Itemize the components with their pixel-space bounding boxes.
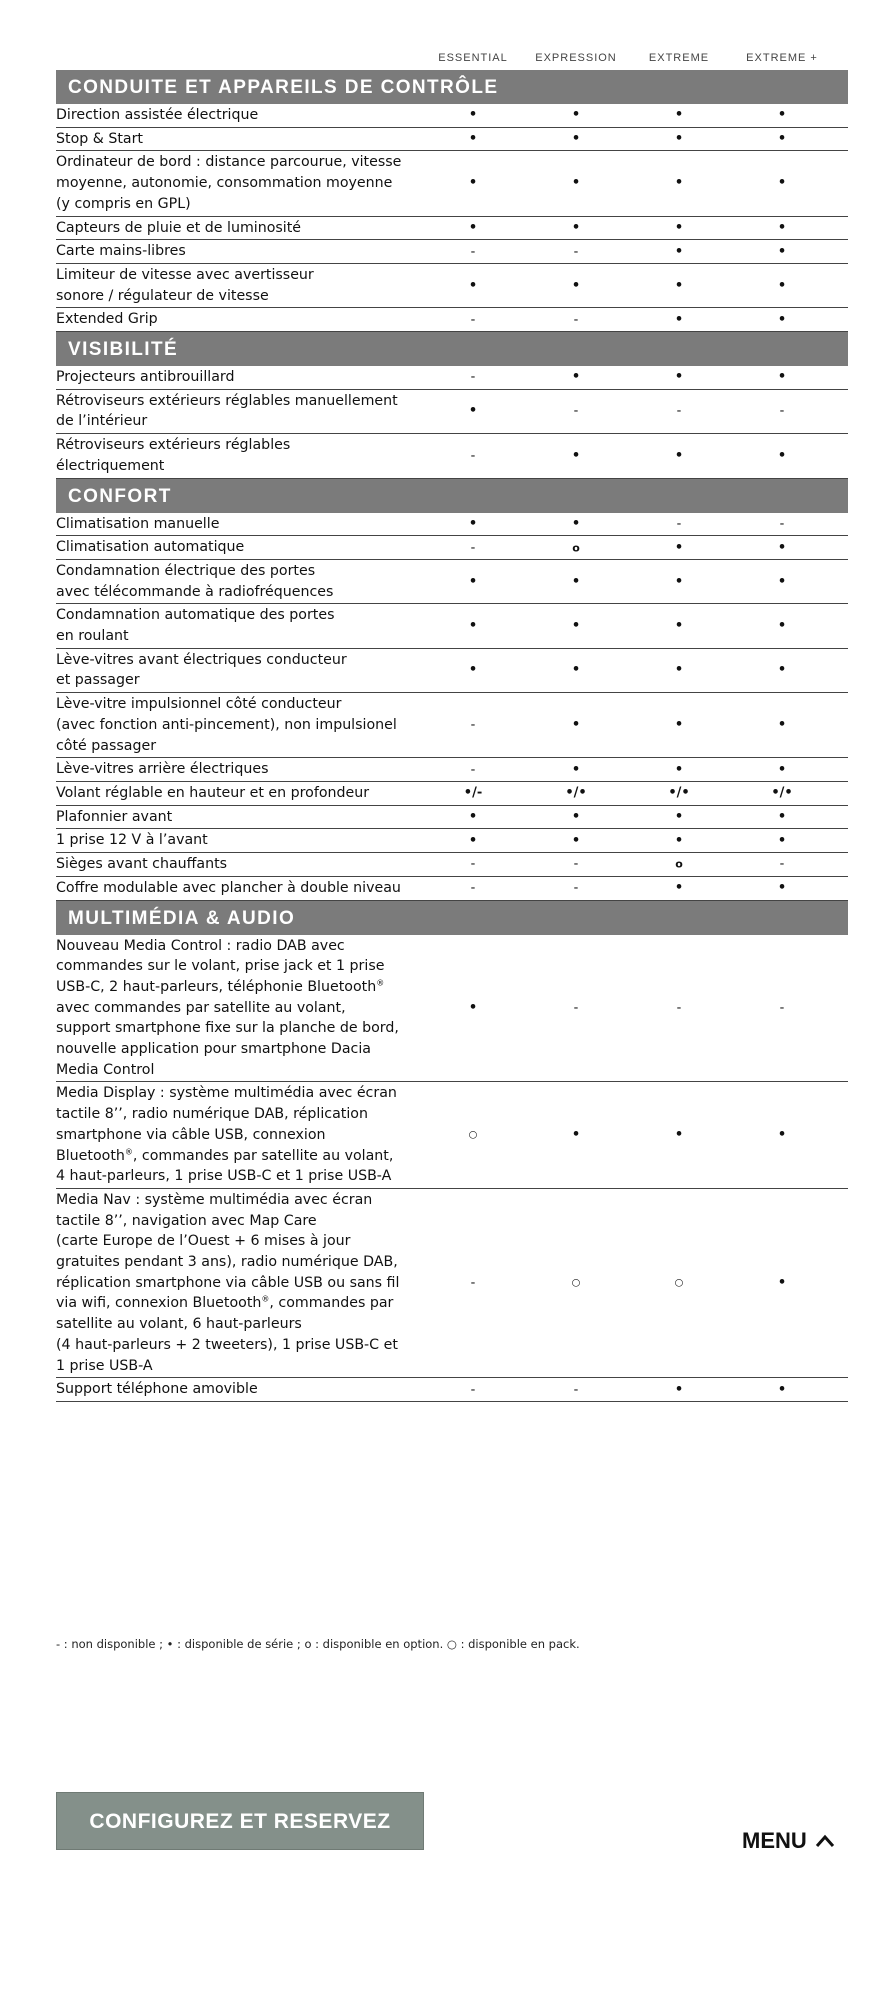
row-value-essential: •: [468, 618, 478, 634]
row-label-line: Extended Grip: [56, 311, 158, 328]
row-value-extreme: •: [674, 880, 684, 896]
row-label-line: (y compris en GPL): [56, 195, 191, 212]
row-label-line: USB-C, 2 haut-parleurs, téléphonie Bluetooth®: [56, 978, 385, 995]
table-row: [56, 264, 848, 308]
row-label-line: 4 haut-parleurs, 1 prise USB-C et 1 prise USB-A: [56, 1168, 392, 1185]
table-row: [56, 829, 848, 853]
row-value-extreme: •: [674, 1382, 684, 1398]
row-value-essential: ○: [468, 1129, 478, 1141]
row-label: [56, 693, 436, 757]
row-value-expression: -: [573, 403, 579, 419]
row-value-expression: •: [571, 1127, 581, 1143]
row-value-essential: -: [470, 244, 476, 260]
row-value-extreme: •: [777, 1127, 787, 1143]
table-row: [56, 1082, 848, 1189]
table-row: [56, 513, 848, 537]
row-label-line: Sièges avant chauffants: [56, 856, 228, 873]
chevron-up-icon: [815, 1834, 835, 1848]
row-value-extreme: •: [777, 369, 787, 385]
row-label-line: Coffre modulable avec plancher à double niveau: [56, 879, 401, 896]
section-header-visibilite: VISIBILITÉ: [56, 332, 848, 366]
row-value-essential: •: [468, 107, 478, 123]
column-header-extreme: EXTREME: [648, 52, 710, 64]
row-value-extreme: •: [777, 540, 787, 556]
row-value-extreme: •: [674, 762, 684, 778]
table-row: [56, 560, 848, 604]
table-row: [56, 649, 848, 693]
row-label-line: Media Control: [56, 1061, 155, 1078]
row-value-extreme: •/•: [668, 785, 690, 801]
row-value-extreme: -: [779, 516, 785, 532]
row-value-extreme: •: [777, 717, 787, 733]
row-label-line: tactile 8’’, radio numérique DAB, réplication: [56, 1106, 368, 1123]
table-row: [56, 782, 848, 806]
row-value-expression: o: [572, 541, 580, 555]
table-row: [56, 104, 848, 128]
row-value-extreme: -: [779, 403, 785, 419]
table-row: [56, 536, 848, 560]
row-label-line: Lève-vitre impulsionnel côté conducteur: [56, 696, 342, 713]
row-label: [56, 604, 436, 647]
row-value-essential: -: [470, 717, 476, 733]
row-value-expression: -: [573, 312, 579, 328]
row-value-essential: •: [468, 662, 478, 678]
column-header-expression: EXPRESSION: [535, 52, 617, 64]
table-row: [56, 1189, 848, 1378]
row-value-essential: -: [470, 540, 476, 556]
row-label-line: Lève-vitres arrière électriques: [56, 761, 269, 778]
configure-reserve-button-label: CONFIGUREZ ET RESERVEZ: [89, 1810, 391, 1833]
row-value-expression: -: [573, 244, 579, 260]
row-label-line: avec télécommande à radiofréquences: [56, 583, 334, 600]
section-header-multimedia-audio: MULTIMÉDIA & AUDIO: [56, 901, 848, 935]
row-label: [56, 829, 436, 852]
row-value-extreme: •: [674, 717, 684, 733]
row-value-extreme: •: [777, 1382, 787, 1398]
row-label-line: en roulant: [56, 628, 129, 645]
row-value-extreme: •: [674, 540, 684, 556]
row-value-extreme: -: [779, 856, 785, 872]
menu-label: MENU: [742, 1828, 807, 1853]
row-value-extreme: •: [674, 278, 684, 294]
row-value-extreme: -: [676, 1000, 682, 1016]
row-label-line: satellite au volant, 6 haut-parleurs: [56, 1316, 302, 1333]
row-label-line: Support téléphone amovible: [56, 1381, 258, 1398]
row-value-extreme: •: [777, 880, 787, 896]
row-value-extreme: -: [676, 516, 682, 532]
row-value-extreme: •: [777, 833, 787, 849]
row-label-line: Nouveau Media Control : radio DAB avec: [56, 937, 345, 954]
row-value-expression: •: [571, 131, 581, 147]
row-value-extreme: •: [777, 220, 787, 236]
row-value-essential: •: [468, 516, 478, 532]
row-value-essential: •: [468, 403, 478, 419]
row-value-expression: -: [573, 1382, 579, 1398]
table-row: [56, 240, 848, 264]
sections-container: [56, 70, 848, 1402]
row-value-extreme: •: [674, 662, 684, 678]
row-value-extreme: •: [777, 278, 787, 294]
row-label-line: Rétroviseurs extérieurs réglables: [56, 437, 291, 454]
row-label-line: 1 prise USB-A: [56, 1357, 153, 1374]
row-value-expression: •: [571, 618, 581, 634]
row-value-essential: •: [468, 175, 478, 191]
row-value-extreme: •: [777, 574, 787, 590]
row-label: [56, 853, 436, 876]
table-row: [56, 151, 848, 216]
table-row: [56, 390, 848, 434]
row-value-expression: •: [571, 175, 581, 191]
row-value-extreme: •/•: [771, 785, 793, 801]
row-label-line: support smartphone fixe sur la planche de bord,: [56, 1020, 399, 1037]
table-row: [56, 758, 848, 782]
table-row: [56, 308, 848, 332]
row-label-line: Media Display : système multimédia avec écran: [56, 1085, 397, 1102]
row-value-expression: •: [571, 448, 581, 464]
row-value-expression: •: [571, 107, 581, 123]
row-value-extreme: •: [777, 618, 787, 634]
row-label-line: (carte Europe de l’Ouest + 6 mises à jour: [56, 1233, 351, 1250]
row-value-expression: •: [571, 516, 581, 532]
column-header-essential: ESSENTIAL: [438, 52, 508, 64]
row-value-essential: -: [470, 856, 476, 872]
row-value-expression: -: [573, 880, 579, 896]
row-value-extreme: •: [674, 448, 684, 464]
row-label-line: nouvelle application pour smartphone Dacia: [56, 1041, 371, 1058]
row-value-extreme: •: [674, 369, 684, 385]
row-label: [56, 151, 436, 215]
menu-button[interactable]: [742, 1826, 835, 1856]
row-label-line: Projecteurs antibrouillard: [56, 369, 235, 386]
table-row: [56, 128, 848, 152]
row-label: [56, 1082, 436, 1188]
row-label-line: Carte mains-libres: [56, 243, 186, 260]
row-label-line: Condamnation électrique des portes: [56, 562, 316, 579]
row-label-line: gratuites pendant 3 ans), radio numérique DAB,: [56, 1254, 398, 1271]
section-header-conduite-et-appareils-de-controle: CONDUITE ET APPAREILS DE CONTRÔLE: [56, 70, 848, 104]
row-label: [56, 308, 436, 331]
row-value-extreme: •: [777, 244, 787, 260]
row-label-line: (4 haut-parleurs + 2 tweeters), 1 prise USB-C et: [56, 1336, 398, 1353]
row-value-extreme: •: [777, 662, 787, 678]
row-label-line: Condamnation automatique des portes: [56, 607, 335, 624]
equipment-table: [56, 48, 848, 1402]
row-label-line: de l’intérieur: [56, 413, 148, 430]
row-label-line: Climatisation manuelle: [56, 515, 220, 532]
row-label-line: côté passager: [56, 737, 157, 754]
row-label: [56, 1189, 436, 1377]
row-label-line: et passager: [56, 672, 140, 689]
row-label-line: Volant réglable en hauteur et en profondeur: [56, 784, 370, 801]
table-row: [56, 217, 848, 241]
row-label-line: Ordinateur de bord : distance parcourue, vitesse: [56, 154, 402, 171]
row-label-line: Bluetooth®, commandes par satellite au volant,: [56, 1146, 394, 1164]
row-label-line: sonore / régulateur de vitesse: [56, 287, 269, 304]
row-label-line: Lève-vitres avant électriques conducteur: [56, 651, 347, 668]
row-value-extreme: o: [675, 857, 683, 871]
row-value-expression: ○: [571, 1277, 581, 1289]
row-value-expression: •: [571, 278, 581, 294]
row-label: [56, 758, 436, 781]
row-value-essential: -: [470, 448, 476, 464]
row-label-line: (avec fonction anti-pincement), non impulsionel: [56, 716, 397, 733]
row-value-expression: •: [571, 220, 581, 236]
row-value-extreme: •: [674, 131, 684, 147]
row-value-extreme: •: [777, 448, 787, 464]
row-label-line: commandes sur le volant, prise jack et 1 prise: [56, 958, 385, 975]
row-value-extreme: •: [777, 312, 787, 328]
row-value-extreme: •: [674, 220, 684, 236]
row-label: [56, 390, 436, 433]
row-label: [56, 366, 436, 389]
table-row: [56, 935, 848, 1083]
row-label: [56, 128, 436, 151]
row-label-line: Capteurs de pluie et de luminosité: [56, 219, 302, 236]
row-label-line: électriquement: [56, 457, 165, 474]
row-value-extreme: -: [676, 403, 682, 419]
row-value-essential: •: [468, 220, 478, 236]
table-row: [56, 806, 848, 830]
row-value-extreme: •: [777, 762, 787, 778]
row-value-expression: •: [571, 574, 581, 590]
row-value-essential: •/-: [463, 785, 483, 801]
row-value-extreme: -: [779, 1000, 785, 1016]
row-label: [56, 877, 436, 900]
row-label: [56, 1378, 436, 1401]
row-value-extreme: •: [674, 618, 684, 634]
row-value-extreme: •: [674, 244, 684, 260]
table-row: [56, 366, 848, 390]
row-value-extreme: •: [674, 833, 684, 849]
table-row: [56, 1378, 848, 1402]
row-value-expression: -: [573, 856, 579, 872]
row-label-line: Limiteur de vitesse avec avertisseur: [56, 266, 314, 283]
row-label-line: via wifi, connexion Bluetooth®, commandes par: [56, 1294, 394, 1312]
row-label: [56, 240, 436, 263]
row-value-essential: •: [468, 833, 478, 849]
row-label: [56, 217, 436, 240]
row-value-extreme: •: [674, 107, 684, 123]
row-value-essential: •: [468, 278, 478, 294]
table-row: [56, 853, 848, 877]
row-value-extreme: •: [777, 131, 787, 147]
row-value-extreme: •: [674, 1127, 684, 1143]
row-label: [56, 513, 436, 536]
row-value-extreme: •: [674, 312, 684, 328]
row-label: [56, 649, 436, 692]
row-value-extreme: •: [674, 574, 684, 590]
row-label-line: Direction assistée électrique: [56, 107, 259, 123]
row-value-essential: •: [468, 131, 478, 147]
row-label-line: Plafonnier avant: [56, 808, 173, 825]
row-value-extreme: •: [777, 107, 787, 123]
row-label-line: 1 prise 12 V à l’avant: [56, 832, 208, 849]
row-value-essential: •: [468, 809, 478, 825]
row-value-extreme: •: [777, 809, 787, 825]
row-value-expression: -: [573, 1000, 579, 1016]
row-label-line: smartphone via câble USB, connexion: [56, 1126, 326, 1143]
row-label-line: Climatisation automatique: [56, 539, 245, 556]
row-value-extreme: •: [777, 175, 787, 191]
row-value-essential: -: [470, 1275, 476, 1291]
row-value-extreme: •: [674, 809, 684, 825]
row-value-essential: -: [470, 762, 476, 778]
row-label: [56, 434, 436, 477]
column-headers: [56, 48, 848, 70]
table-row: [56, 604, 848, 648]
row-label-line: Stop & Start: [56, 130, 143, 147]
row-value-expression: •: [571, 833, 581, 849]
row-label: [56, 935, 436, 1082]
row-value-essential: -: [470, 1382, 476, 1398]
row-label: [56, 264, 436, 307]
configure-reserve-button[interactable]: [56, 1792, 424, 1850]
section-header-confort: CONFORT: [56, 479, 848, 513]
row-label-line: moyenne, autonomie, consommation moyenne: [56, 175, 393, 192]
row-label-line: avec commandes par satellite au volant,: [56, 999, 346, 1016]
row-label-line: réplication smartphone via câble USB ou sans fil: [56, 1274, 400, 1291]
row-value-essential: •: [468, 1000, 478, 1016]
row-value-expression: •: [571, 369, 581, 385]
table-row: [56, 877, 848, 901]
row-value-extreme: ○: [674, 1277, 684, 1289]
row-value-expression: •: [571, 809, 581, 825]
row-value-essential: -: [470, 880, 476, 896]
row-value-expression: •: [571, 717, 581, 733]
legend: - : non disponible ; • : disponible de série ; o : disponible en option. ○ : disponible en pack.: [56, 1637, 580, 1651]
row-value-essential: -: [470, 312, 476, 328]
row-label: [56, 806, 436, 829]
row-label: [56, 536, 436, 559]
row-value-expression: •: [571, 762, 581, 778]
row-label-line: Rétroviseurs extérieurs réglables manuellement: [56, 392, 398, 409]
table-row: [56, 693, 848, 758]
row-value-expression: •/•: [565, 785, 587, 801]
row-label: [56, 104, 436, 127]
row-label-line: tactile 8’’, navigation avec Map Care: [56, 1212, 317, 1229]
column-header-extreme-plus: EXTREME +: [746, 52, 818, 64]
row-value-extreme: •: [674, 175, 684, 191]
row-value-extreme: •: [777, 1275, 787, 1291]
row-value-essential: •: [468, 574, 478, 590]
row-label: [56, 782, 436, 805]
row-label-line: Media Nav : système multimédia avec écran: [56, 1191, 373, 1208]
row-value-expression: •: [571, 662, 581, 678]
row-value-essential: -: [470, 369, 476, 385]
row-label: [56, 560, 436, 603]
table-row: [56, 434, 848, 478]
